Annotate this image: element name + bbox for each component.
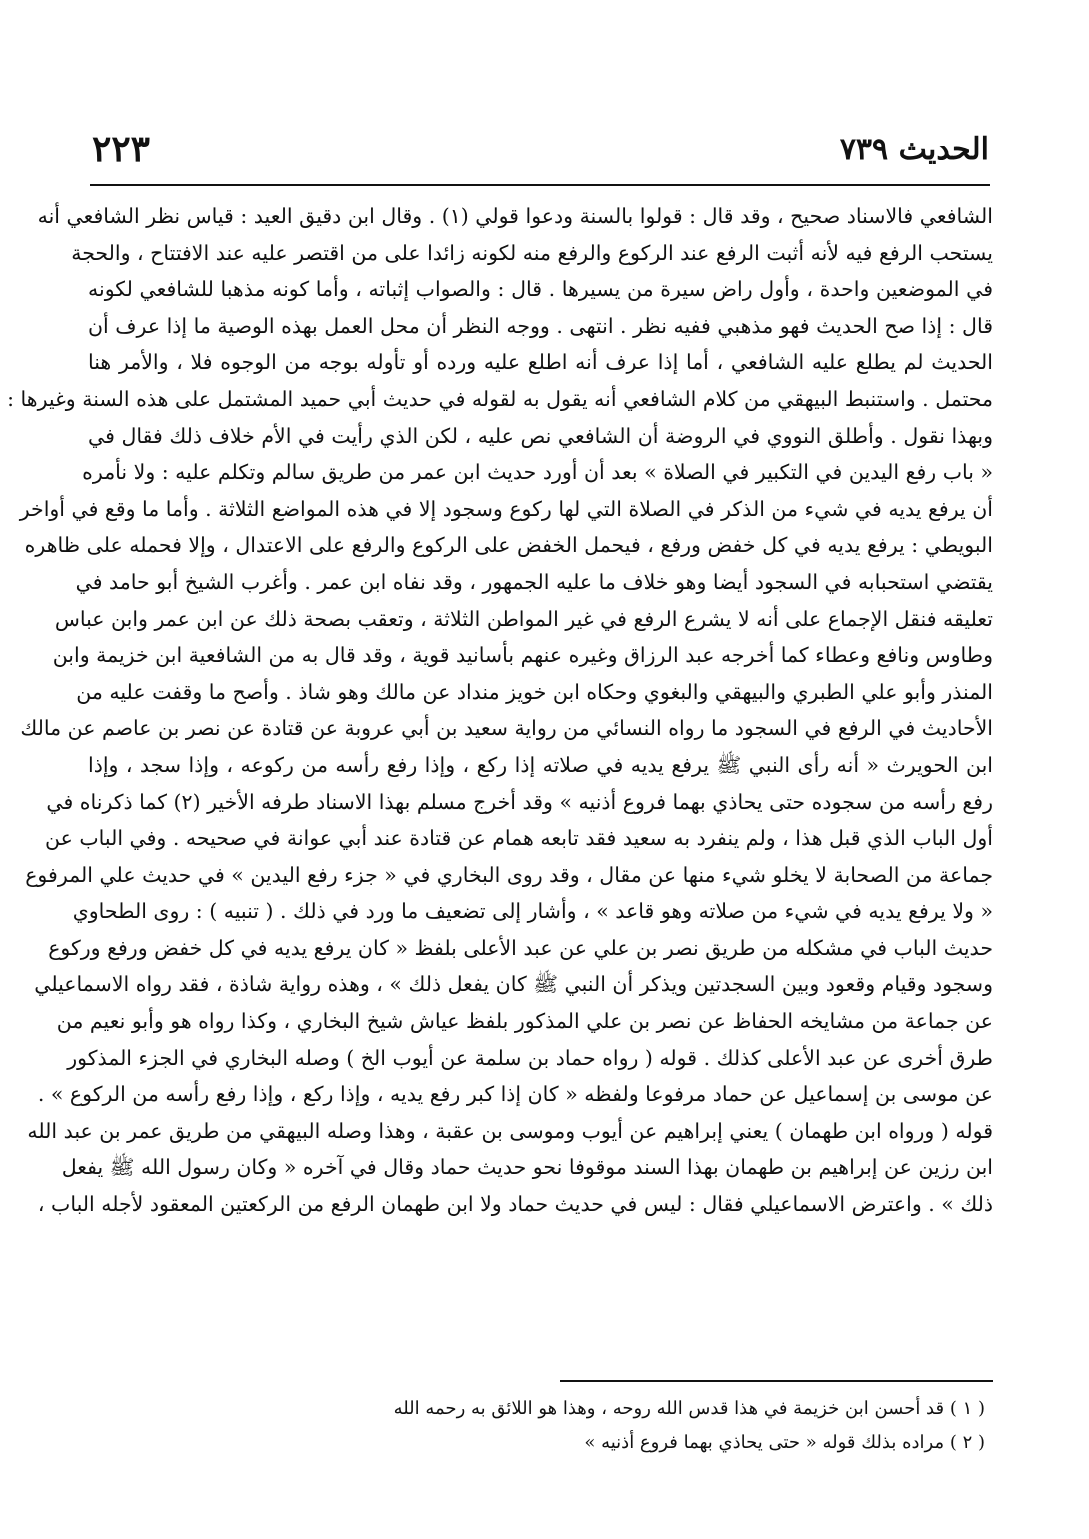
text-line: ذلك » . واعترض الاسماعيلي فقال : ليس في حديث حماد ولا ابن طهمان الرفع من الركعتين المعقود لأجله الباب ،: [37, 1192, 993, 1217]
text-line: البويطي : يرفع يديه في كل خفض ورفع ، فيحمل الخفض على الركوع والرفع على الاعتدال ، وإلا فحمله على ظاهره: [24, 533, 993, 558]
text-line: وطاوس ونافع وعطاء كما أخرجه عبد الرزاق وغيره عنهم بأسانيد قوية ، وقد قال به من الشافعية ابن خزيمة وابن: [52, 643, 993, 668]
text-line: ابن رزين عن إبراهيم بن طهمان بهذا السند موقوفا نحو حديث حماد وقال في آخره « وكان رسول الله ﷺ يفعل: [61, 1155, 993, 1180]
footnote-divider: [560, 1380, 993, 1382]
running-head: الحديث ٧٣٩: [839, 132, 989, 167]
text-line: يقتضي استحبابه في السجود أيضا وهو خلاف ما عليه الجمهور ، وقد نفاه ابن عمر . وأغرب الشيخ أبو حامد في: [75, 569, 993, 594]
text-line: الحديث لم يطلع عليه الشافعي ، أما إذا عرف أنه اطلع عليه ورده أو تأوله بوجه من الوجوه فلا ، والأمر هنا: [88, 350, 993, 375]
text-line: ابن الحويرث « أنه رأى النبي ﷺ يرفع يديه في صلاته إذا ركع ، وإذا رفع رأسه من ركوعه ، وإذا سجد ، وإذا: [88, 752, 993, 777]
text-line: محتمل . واستنبط البيهقي من كلام الشافعي أنه يقول به لقوله في حديث أبي حميد المشتمل على هذه السنة وغيرها :: [7, 386, 993, 411]
header-divider: [90, 184, 990, 186]
text-line: الشافعي فالاسناد صحيح ، وقد قال : قولوا بالسنة ودعوا قولي (١) . وقال ابن دقيق العيد : قياس نظر الشافعي أنه: [37, 204, 993, 228]
text-line: قوله ( ورواه ابن طهمان ) يعني إبراهيم عن أيوب وموسى بن عقبة ، وهذا وصله البيهقي من طريق عمر بن عبد الله: [27, 1118, 993, 1143]
text-line: عن جماعة من مشايخه الحفاظ عن نصر بن علي المذكور بلفظ عياش شيخ البخاري ، وكذا رواه هو وأبو نعيم من: [56, 1009, 993, 1034]
footnote: ( ١ ) قد أحسن ابن خزيمة في هذا قدس الله روحه ، وهذا هو اللائق به رحمه الله: [393, 1398, 985, 1419]
text-line: عن موسى بن إسماعيل عن حماد مرفوعا ولفظه « كان إذا كبر رفع يديه ، وإذا ركع ، وإذا رفع رأسه من الركوع » .: [37, 1082, 993, 1107]
text-line: أن يرفع يديه في شيء من الذكر في الصلاة التي لها ركوع وسجود إلا في هذه المواضع الثلاثة . وأما ما وقع في أواخر: [19, 496, 993, 521]
text-line: أول الباب الذي قبل هذا ، ولم ينفرد به سعيد فقد تابعه همام عن قتادة عند أبي عوانة في صحيحه . وفي الباب عن: [44, 826, 993, 851]
text-line: رفع رأسه من سجوده حتى يحاذي بهما فروع أذنيه » وقد أخرج مسلم بهذا الاسناد طرفه الأخير (٢) كما ذكرناه في: [46, 789, 993, 814]
text-line: حديث الباب في مشكله من طريق نصر بن علي عن عبد الأعلى بلفظ « كان يرفع يديه في كل خفض ورفع وركوع: [48, 935, 993, 960]
footnotes: [380, 1392, 985, 1460]
text-line: « باب رفع اليدين في التكبير في الصلاة » بعد أن أورد حديث ابن عمر من طريق سالم وتكلم عليه : ولا نأمره: [82, 460, 993, 485]
page-number: ٢٢٣: [92, 128, 151, 170]
text-line: في الموضعين واحدة ، وأول راض سيرة من يسيرها . قال : والصواب إثباته ، وأما كونه مذهبا للشافعي لكونه: [88, 277, 993, 302]
text-line: طرق أخرى عن عبد الأعلى كذلك . قوله ( رواه حماد بن سلمة عن أيوب الخ ) وصله البخاري في الجزء المذكور: [67, 1045, 993, 1070]
text-line: وسجود وقيام وقعود وبين السجدتين ويذكر أن النبي ﷺ كان يفعل ذلك » ، وهذه رواية شاذة ، فقد رواه الاسماعيلي: [34, 972, 993, 997]
footnote: ( ٢ ) مراده بذلك قوله « حتى يحاذي بهما فروع أذنيه »: [584, 1432, 985, 1453]
main-text: [7, 198, 993, 1223]
text-line: المنذر وأبو علي الطبري والبيهقي والبغوي وحكاه ابن خويز منداد عن مالك وهو شاذ . وأصح ما وقفت عليه من: [76, 679, 993, 704]
text-line: قال : إذا صح الحديث فهو مذهبي ففيه نظر . انتهى . ووجه النظر أن محل العمل بهذه الوصية ما إذا عرف أن: [88, 313, 993, 338]
text-line: وبهذا نقول . وأطلق النووي في الروضة أن الشافعي نص عليه ، لكن الذي رأيت في الأم خلاف ذلك فقال في: [88, 423, 993, 448]
text-line: يستحب الرفع فيه لأنه أثبت الرفع عند الركوع والرفع منه لكونه زائدا على من اقتصر عليه عند الافتتاح ، والحجة: [71, 240, 993, 265]
text-line: تعليقه فنقل الإجماع على أنه لا يشرع الرفع في غير المواطن الثلاثة ، وتعقب بصحة ذلك عن ابن عمر وابن عباس: [54, 606, 993, 631]
text-line: الأحاديث في الرفع في السجود ما رواه النسائي من رواية سعيد بن أبي عروبة عن قتادة عن نصر بن عاصم عن مالك: [20, 716, 993, 741]
text-line: جماعة من الصحابة لا يخلو شيء منها عن مقال ، وقد روى البخاري في « جزء رفع اليدين » في حديث علي المرفوع: [25, 862, 993, 887]
page-header: [92, 128, 989, 180]
text-line: « ولا يرفع يديه في شيء من صلاته وهو قاعد » ، وأشار إلى تضعيف ما ورد في ذلك . ( تنبيه ) : روى الطحاوي: [72, 899, 993, 924]
